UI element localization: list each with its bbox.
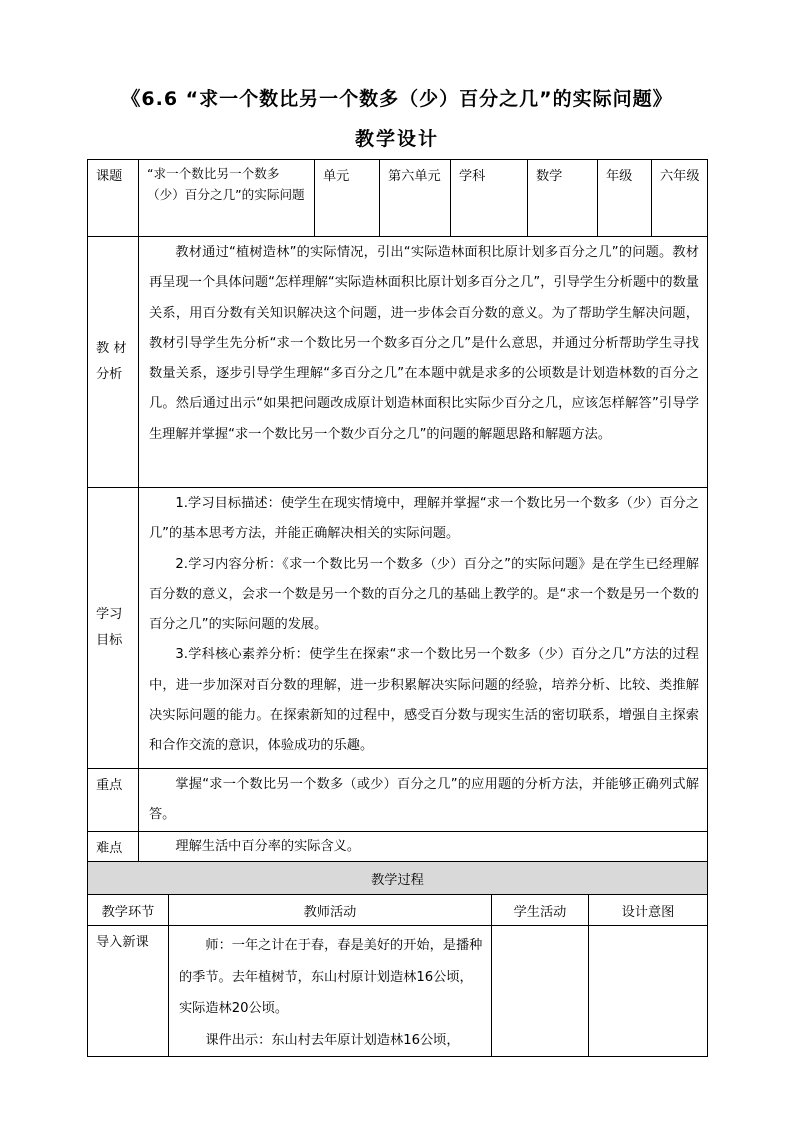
learning-goal-item: 1.学习目标描述：使学生在现实情境中，理解并掌握“求一个数比另一个数多（少）百分之几”的基本思考方法，并能正确解决相关的实际问题。 [149,496,699,542]
topic-value: “求一个数比另一个数多（少）百分之几”的实际问题 [139,160,315,237]
header-stage: 教学环节 [88,895,169,926]
header-student: 学生活动 [492,895,589,926]
process-title: 教学过程 [88,862,708,895]
difficulty-label: 难点 [88,831,139,864]
grade-label: 年级 [598,160,652,237]
lesson-info-table [87,159,708,865]
header-teacher: 教师活动 [169,895,492,926]
unit-value: 第六单元 [380,160,451,237]
teacher-paragraph: 课件出示：东山村去年原计划造林16公顷， [205,1032,460,1048]
student-cell [492,926,589,1057]
document-subtitle: 教学设计 [354,128,439,150]
key-point-text [139,769,708,832]
table-row [88,926,708,1057]
intent-cell [589,926,708,1057]
subject-label: 学科 [451,160,528,237]
grade-value: 六年级 [652,160,708,237]
teaching-process-table [87,861,708,1057]
learning-goal-item: 2.学习内容分析：《求一个数比另一个数多（少）百分之”的实际问题》是在学生已经理解百分数的意义，会求一个数是另一个数的百分之几的基础上教学的。是“求一个数是另一个数的百分之几”的实际问题的发展。 [149,556,699,633]
material-analysis-label: 教 材 分析 [88,237,139,488]
stage-cell: 导入新课 [88,926,169,1057]
topic-label: 课题 [88,160,139,237]
material-analysis-text [139,237,708,488]
learning-goal-item: 3.学科核心素养分析：使学生在探索“求一个数比另一个数多（少）百分之几”方法的过程中，进一步加深对百分数的理解，进一步积累解决实际问题的经验，培养分析、比较、类推解决实际问题的能力。在探索新知的过程中，感受百分数与现实生活的密切联系，增强自主探索和合作交流的意识，体验成功的乐趣。 [149,647,699,754]
subject-value: 数学 [528,160,598,237]
teacher-cell [169,926,492,1057]
difficulty-paragraph: 理解生活中百分率的实际含义。 [175,838,361,854]
document-title: 《6.6 “求一个数比另一个数多（少）百分之几”的实际问题》 [121,88,673,110]
key-point-label: 重点 [88,769,139,832]
header-intent: 设计意图 [589,895,708,926]
material-analysis-paragraph: 教材通过“植树造林”的实际情况，引出“实际造林面积比原计划多百分之几”的问题。教材再呈现一个具体问题“怎样理解“实际造林面积比原计划多百分之几”，引导学生分析题中的数量关系，用百分数有关知识解决这个问题，进一步体会百分数的意义。为了帮助学生解决问题，教材引导学生先分析“求一个数比另一个数多百分之几”是什么意思，并通过分析帮助学生寻找数量关系，逐步引导学生理解“多百分之几”在本题中就是求多的公顷数是计划造林数的百分之几。然后通过出示“如果把问题改成原计划造林面积比实际少百分之几，应该怎样解答”引导学生理解并掌握“求一个数比另一个数少百分之几”的问题的解题思路和解题方法。 [149,245,699,442]
learning-goals-label: 学习 目标 [88,488,139,769]
learning-goals-text [139,488,708,769]
unit-label: 单元 [315,160,380,237]
teacher-paragraph: 师：一年之计在于春，春是美好的开始，是播种的季节。去年植树节，东山村原计划造林16公顷，实际造林20公顷。 [179,938,483,1016]
difficulty-text [139,831,708,864]
key-point-paragraph: 掌握“求一个数比另一个数多（或少）百分之几”的应用题的分析方法，并能够正确列式解答。 [149,777,699,823]
